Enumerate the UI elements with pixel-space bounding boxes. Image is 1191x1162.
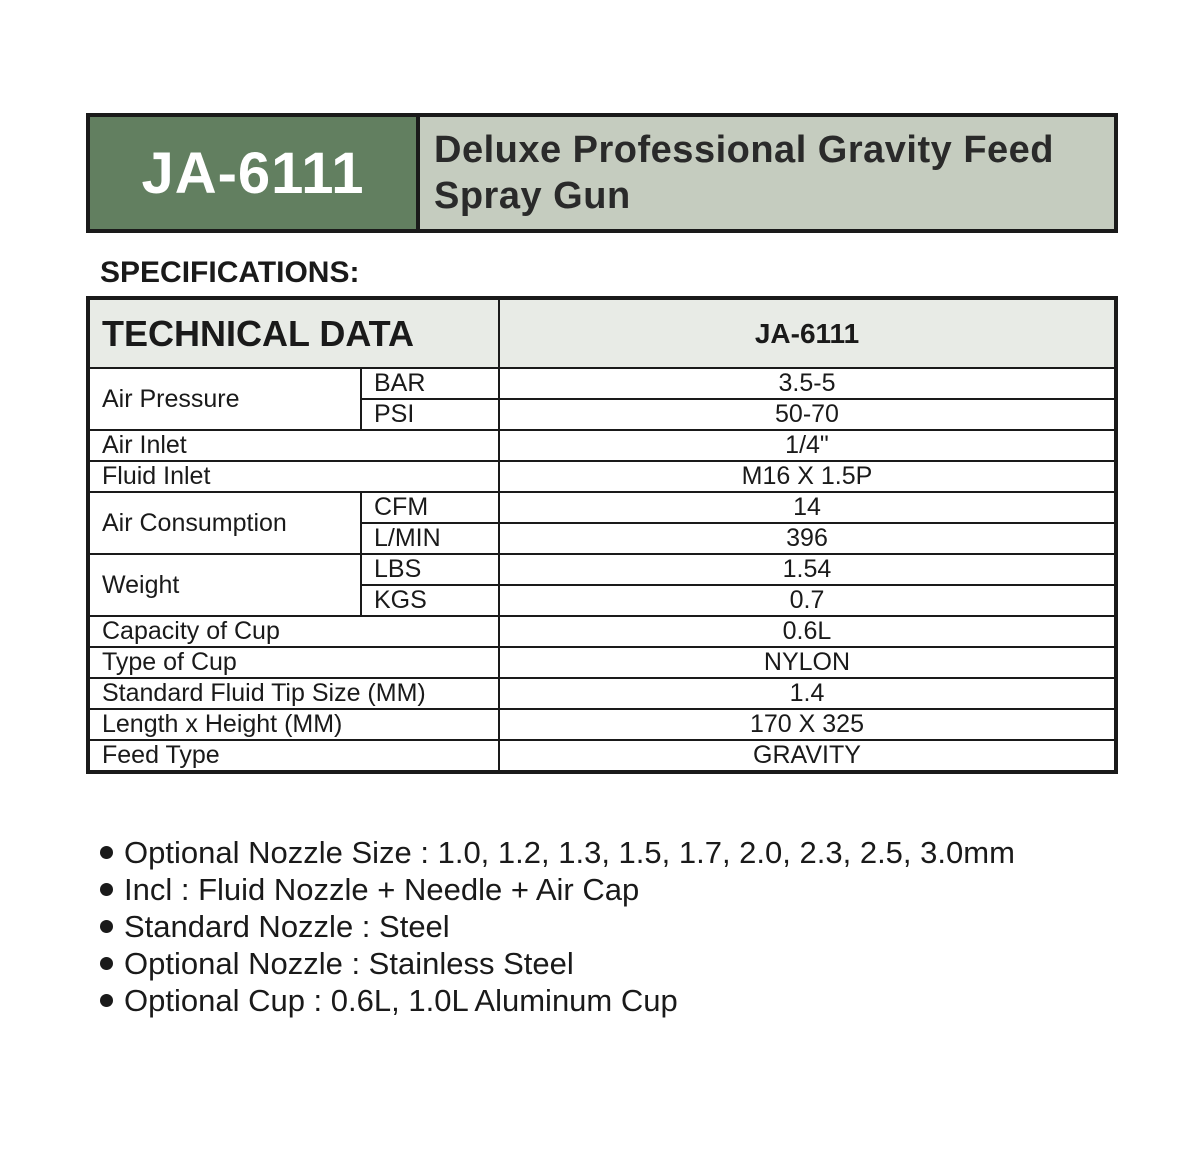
list-item	[100, 945, 1015, 982]
list-item	[100, 871, 1015, 908]
tip-size-label: Standard Fluid Tip Size (MM)	[88, 678, 499, 709]
weight-value-kgs: 0.7	[499, 585, 1116, 616]
feed-type-value: GRAVITY	[499, 740, 1116, 772]
bullet-icon	[100, 957, 113, 970]
weight-unit-lbs: LBS	[361, 554, 499, 585]
bullet-icon	[100, 846, 113, 859]
weight-value-lbs: 1.54	[499, 554, 1116, 585]
list-item-text: Optional Nozzle Size : 1.0, 1.2, 1.3, 1.5, 1.7, 2.0, 2.3, 2.5, 3.0mm	[124, 835, 1015, 870]
technical-data-header: TECHNICAL DATA	[88, 298, 499, 368]
table-row	[88, 554, 1116, 585]
air-pressure-unit-psi: PSI	[361, 399, 499, 430]
cup-type-label: Type of Cup	[88, 647, 499, 678]
bullet-icon	[100, 994, 113, 1007]
air-consumption-value-cfm: 14	[499, 492, 1116, 523]
list-item	[100, 834, 1015, 871]
table-header-row	[88, 298, 1116, 368]
model-number: JA-6111	[90, 117, 420, 229]
capacity-value: 0.6L	[499, 616, 1116, 647]
dimensions-label: Length x Height (MM)	[88, 709, 499, 740]
product-header	[86, 113, 1118, 233]
air-inlet-value: 1/4"	[499, 430, 1116, 461]
table-row	[88, 740, 1116, 772]
table-row	[88, 492, 1116, 523]
air-pressure-value-bar: 3.5-5	[499, 368, 1116, 399]
bullet-icon	[100, 883, 113, 896]
weight-label: Weight	[88, 554, 361, 616]
feature-list	[100, 834, 1015, 1019]
product-title-line1: Deluxe Professional Gravity Feed	[434, 129, 1055, 171]
air-inlet-label: Air Inlet	[88, 430, 499, 461]
list-item-text: Incl : Fluid Nozzle + Needle + Air Cap	[124, 872, 640, 907]
model-column-header: JA-6111	[499, 298, 1116, 368]
table-row	[88, 709, 1116, 740]
air-pressure-value-psi: 50-70	[499, 399, 1116, 430]
product-title-line2: Spray Gun	[434, 175, 631, 217]
specifications-heading: SPECIFICATIONS:	[100, 256, 360, 289]
air-consumption-label: Air Consumption	[88, 492, 361, 554]
table-row	[88, 461, 1116, 492]
air-pressure-label: Air Pressure	[88, 368, 361, 430]
air-pressure-unit-bar: BAR	[361, 368, 499, 399]
table-row	[88, 430, 1116, 461]
spec-table	[86, 296, 1118, 774]
feed-type-label: Feed Type	[88, 740, 499, 772]
list-item	[100, 982, 1015, 1019]
list-item-text: Optional Nozzle : Stainless Steel	[124, 946, 574, 981]
list-item-text: Standard Nozzle : Steel	[124, 909, 450, 944]
table-row	[88, 678, 1116, 709]
table-row	[88, 647, 1116, 678]
capacity-label: Capacity of Cup	[88, 616, 499, 647]
dimensions-value: 170 X 325	[499, 709, 1116, 740]
bullet-icon	[100, 920, 113, 933]
table-row	[88, 616, 1116, 647]
fluid-inlet-value: M16 X 1.5P	[499, 461, 1116, 492]
list-item-text: Optional Cup : 0.6L, 1.0L Aluminum Cup	[124, 983, 678, 1018]
tip-size-value: 1.4	[499, 678, 1116, 709]
table-row	[88, 368, 1116, 399]
product-title	[420, 117, 1114, 229]
cup-type-value: NYLON	[499, 647, 1116, 678]
weight-unit-kgs: KGS	[361, 585, 499, 616]
fluid-inlet-label: Fluid Inlet	[88, 461, 499, 492]
air-consumption-value-lmin: 396	[499, 523, 1116, 554]
air-consumption-unit-cfm: CFM	[361, 492, 499, 523]
list-item	[100, 908, 1015, 945]
air-consumption-unit-lmin: L/MIN	[361, 523, 499, 554]
